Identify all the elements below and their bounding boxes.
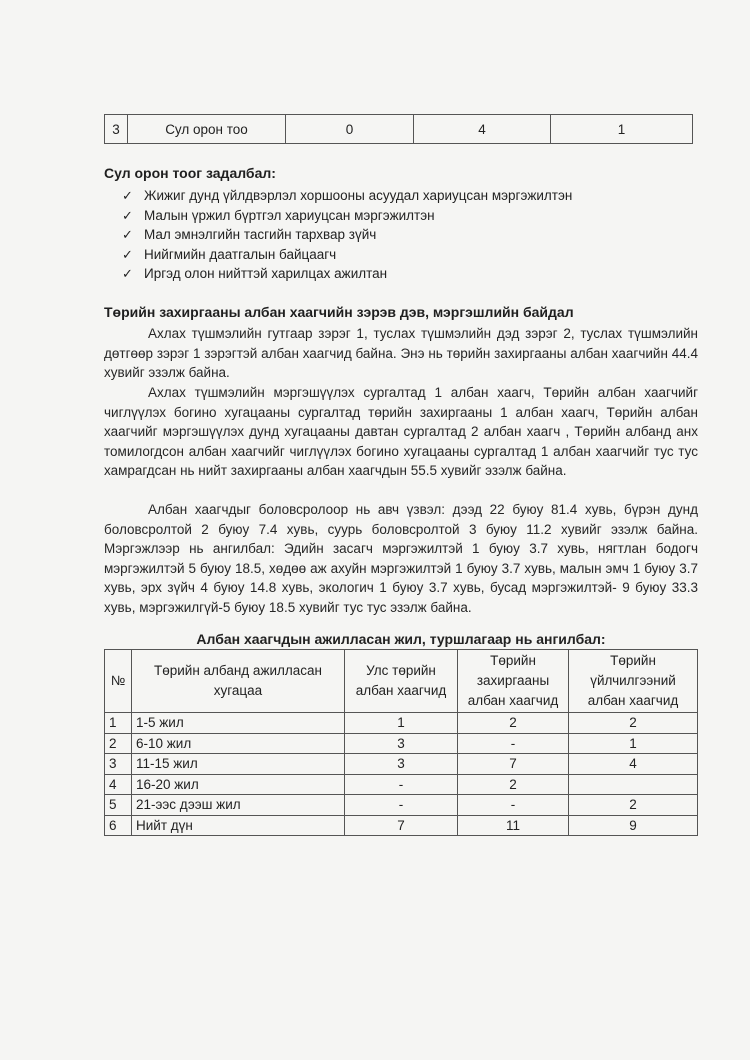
paragraph: Албан хаагчдыг боловсролоор нь авч үзвэл: дээд 22 буюу 81.4 хувь, бүрэн дунд боловсролтой 2 буюу 7.4 хувь, суурь боловсролтой 3 буюу 11.2 хувийг эзэлж байна. Мэргэжлээр нь ангилбал: Эдийн засагч мэргэжилтэй 1 буюу 3.7 хувь, нягтлан бодогч мэргэжилтэй 5 буюу 18.5, хөдөө аж ахуйн мэргэжилтэй 1 буюу 3.7 хувь, малын эмч 1 буюу 3.7 хувь, эрх зүйч 4 буюу 14.8 хувь, экологич 1 буюу 3.7 хувь, бусад мэргэжилтэй- 9 буюу 33.3 хувь, мэргэжилгүй-5 буюу 18.5 хувийг тус тус эзэлж байна. [104,502,698,615]
rank-section-heading: Төрийн захиргааны албан хаагчийн зэрэв дэв, мэргэшлийн байдал [104,304,574,320]
table-cell: 2 [458,774,569,795]
table-cell: 11-15 жил [132,754,345,775]
vacancy-breakdown-heading: Сул орон тоог задалбал: [104,165,276,181]
table-row [105,115,693,144]
list-item-text: Малын үржил бүртгэл хариуцсан мэргэжилтэн [144,207,435,223]
vacancy-count-table [104,114,693,144]
table-cell: 2 [458,713,569,734]
table-header-row [105,650,698,713]
table-cell: 2 [569,713,698,734]
table-cell: - [345,795,458,816]
list-item-text: Нийгмийн даатгалын байцаагч [144,246,337,262]
list-item [122,245,572,265]
table-row [105,815,698,836]
table-cell: 2 [569,795,698,816]
table-cell: 1 [551,115,693,144]
column-header: Төрийн үйлчилгээний албан хаагчид [569,650,698,713]
table-cell: 1-5 жил [132,713,345,734]
table-cell: 7 [345,815,458,836]
table-cell: 6-10 жил [132,733,345,754]
table-row [105,713,698,734]
table-cell: - [458,733,569,754]
table-cell: 0 [286,115,414,144]
table-cell: - [345,774,458,795]
table-row [105,733,698,754]
table-cell: 3 [345,754,458,775]
paragraph: Ахлах түшмэлийн гутгаар зэрэг 1, туслах түшмэлийн дэд зэрэг 2, туслах түшмэлийн дөтгөөр зэрэг 1 зэрэгтэй албан хаагчид байна. Энэ нь төрийн захиргааны албан хаагчийн 44.4 хувийг эзэлж байна. [104,326,698,381]
table-cell: 3 [345,733,458,754]
checkmark-icon: ✓ [122,207,133,223]
list-item [122,225,572,245]
table-cell: 1 [569,733,698,754]
table-cell: 1 [345,713,458,734]
list-item [122,206,572,226]
list-item-text: Мал эмнэлгийн тасгийн тархвар зүйч [144,227,377,242]
table-cell: 7 [458,754,569,775]
table-cell: 9 [569,815,698,836]
experience-table-caption: Албан хаагчдын ажилласан жил, туршлагаар нь ангилбал: [196,631,606,647]
column-header: Төрийн захиргааны албан хаагчид [458,650,569,713]
column-header: Төрийн албанд ажилласан хугацаа [132,650,345,713]
vacancy-list [122,186,572,284]
table-cell: Сул орон тоо [128,115,286,144]
table-row [105,795,698,816]
table-cell: 3 [105,115,128,144]
table-row [105,774,698,795]
table-cell: 3 [105,754,132,775]
table-cell: 16-20 жил [132,774,345,795]
list-item-text: Иргэд олон нийттэй харилцах ажилтан [144,266,388,281]
table-cell: 6 [105,815,132,836]
paragraph: Ахлах түшмэлийн мэргэшүүлэх сургалтад 1 албан хаагч, Төрийн албан хаагчийг чиглүүлэх богино хугацааны сургалтад төрийн захиргааны 1 албан хаагч, Төрийн албан хаагчийг мэргэшүүлэх дунд хугацааны давтан сургалтад 2 албан хаагч , Төрийн албанд анх томилогдсон албан хаагчийг чиглүүлэх богино хугацааны сургалтад 1 албан хаагчийг тус тус хамрагдсан нь нийт захиргааны албан хаагчдын 55.5 хувийг эзэлж байна. [104,385,698,479]
list-item-text: Жижиг дунд үйлдвэрлэл хоршооны асуудал хариуцсан мэргэжилтэн [144,188,573,203]
table-cell: - [458,795,569,816]
experience-table [104,649,698,836]
table-cell: 4 [414,115,551,144]
table-cell: Нийт дүн [132,815,345,836]
table-cell: 5 [105,795,132,816]
table-cell [569,774,698,795]
column-header: № [105,650,132,713]
table-cell: 21-ээс дээш жил [132,795,345,816]
list-item [122,186,572,206]
checkmark-icon: ✓ [122,188,133,203]
list-item [122,264,572,284]
table-cell: 2 [105,733,132,754]
checkmark-icon: ✓ [122,266,133,281]
checkmark-icon: ✓ [122,246,133,262]
table-cell: 4 [105,774,132,795]
table-row [105,754,698,775]
column-header: Улс төрийн албан хаагчид [345,650,458,713]
table-cell: 11 [458,815,569,836]
table-cell: 1 [105,713,132,734]
table-cell: 4 [569,754,698,775]
checkmark-icon: ✓ [122,227,133,242]
